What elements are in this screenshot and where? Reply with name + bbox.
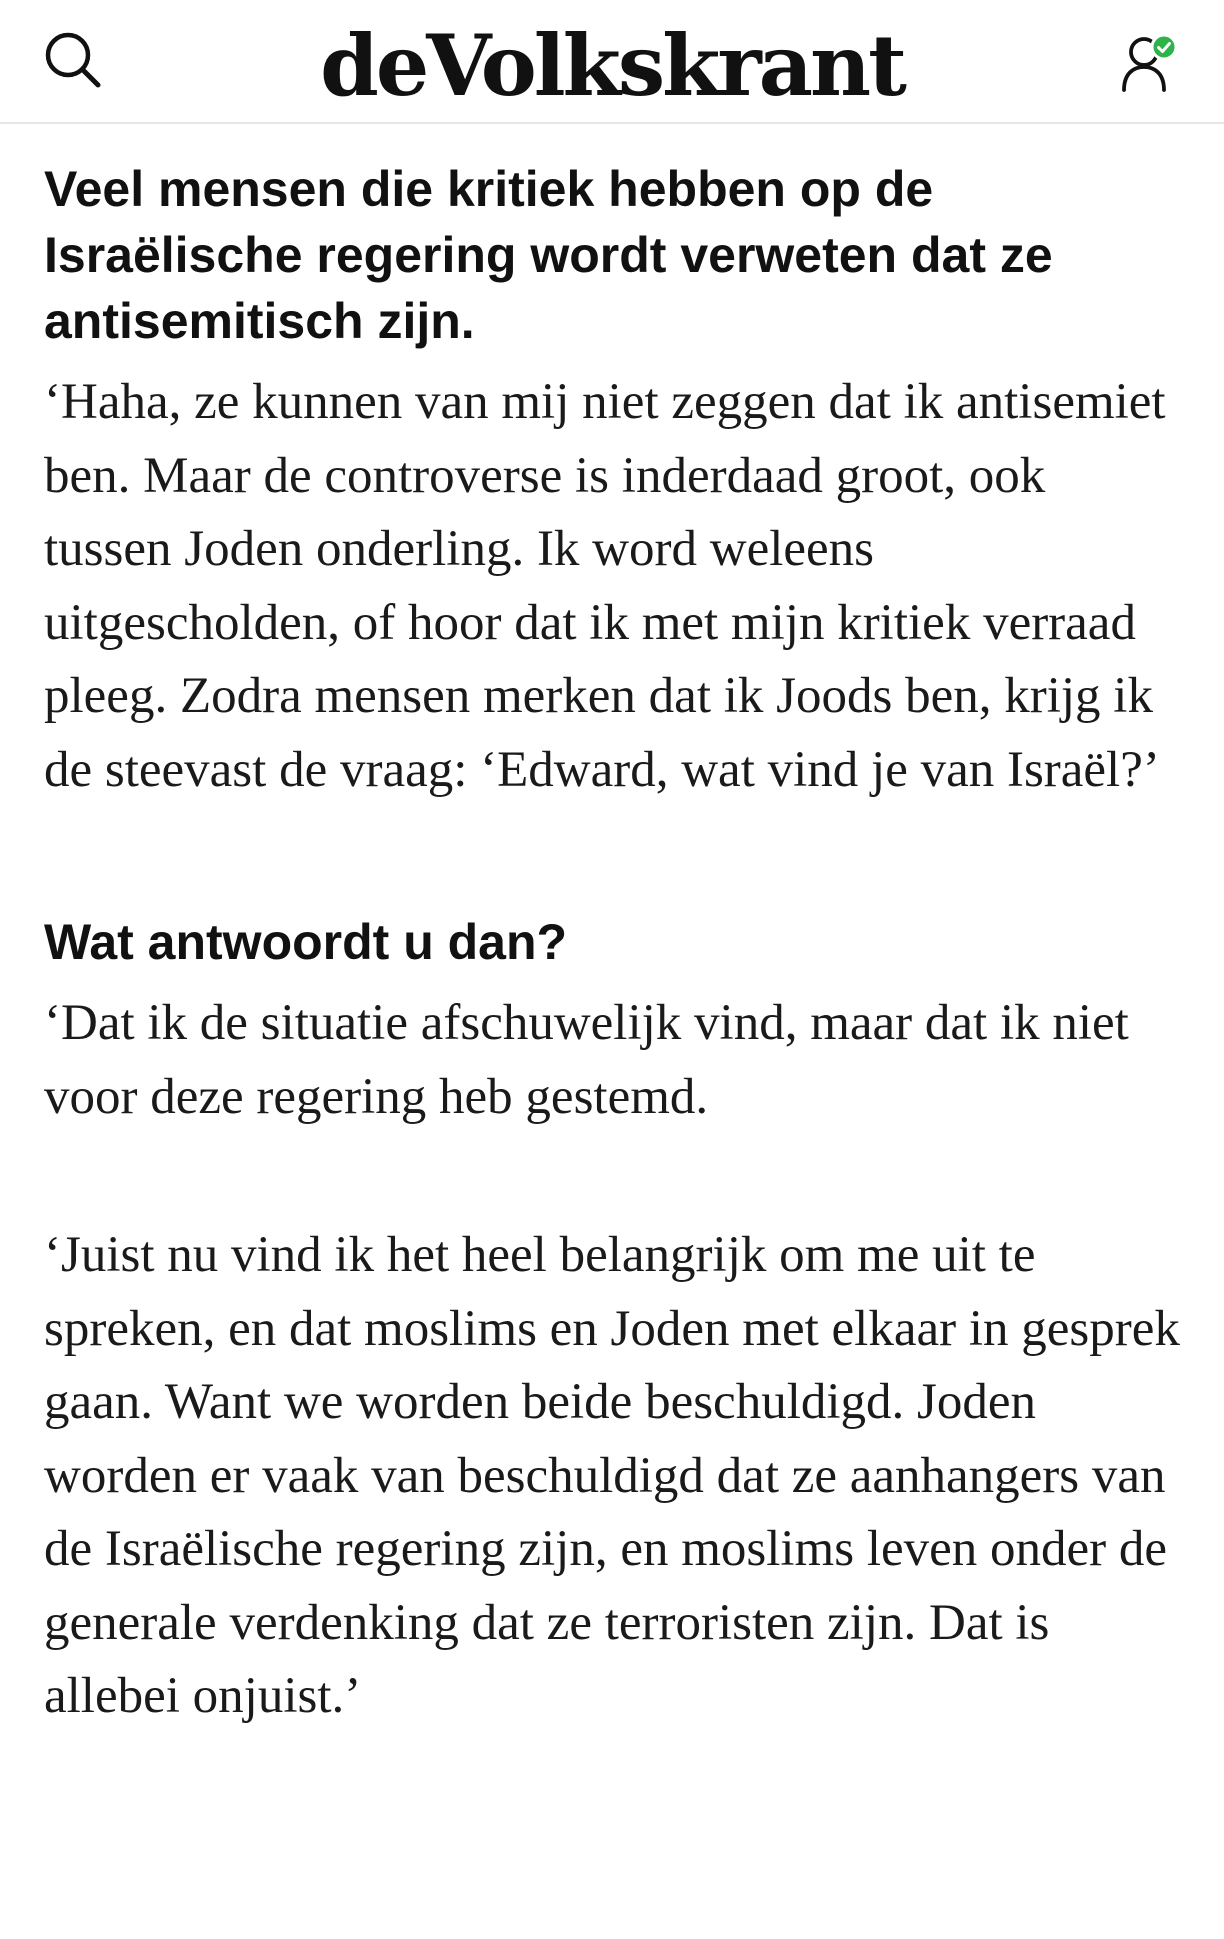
top-bar — [0, 0, 1224, 124]
interview-question: Veel mensen die kritiek hebben op de Israëlische regering wordt verweten dat ze antisemitisch zijn. — [44, 161, 1053, 349]
article-body — [44, 156, 1180, 1734]
interview-question: Wat antwoordt u dan? — [44, 914, 568, 970]
interview-answer: ‘Dat ik de situatie afschuwelijk vind, maar dat ik niet voor deze regering heb gestemd. — [44, 995, 1129, 1125]
account-button[interactable] — [1118, 30, 1182, 96]
user-verified-icon — [1118, 30, 1182, 96]
interview-answer: ‘Juist nu vind ik het heel belangrijk om me uit te spreken, en dat moslims en Joden met elkaar in gesprek gaan. Want we worden beide beschuldigd. Joden worden er vaak van beschuldigd dat ze aanhangers van de Israëlische regering zijn, en moslims leven onder de generale verdenking dat ze terroristen zijn. Dat is allebei onjuist.’ — [44, 1227, 1180, 1724]
brand-logo[interactable]: deVolkskrant — [320, 16, 904, 115]
interview-answer: ‘Haha, ze kunnen van mij niet zeggen dat ik antisemiet ben. Maar de controverse is inderdaad groot, ook tussen Joden onderling. Ik word weleens uitgescholden, of hoor dat ik met mijn kritiek verraad pleeg. Zodra mensen merken dat ik Joods ben, krijg ik de steevast de vraag: ‘Edward, wat vind je van Israël?’ — [44, 374, 1166, 798]
